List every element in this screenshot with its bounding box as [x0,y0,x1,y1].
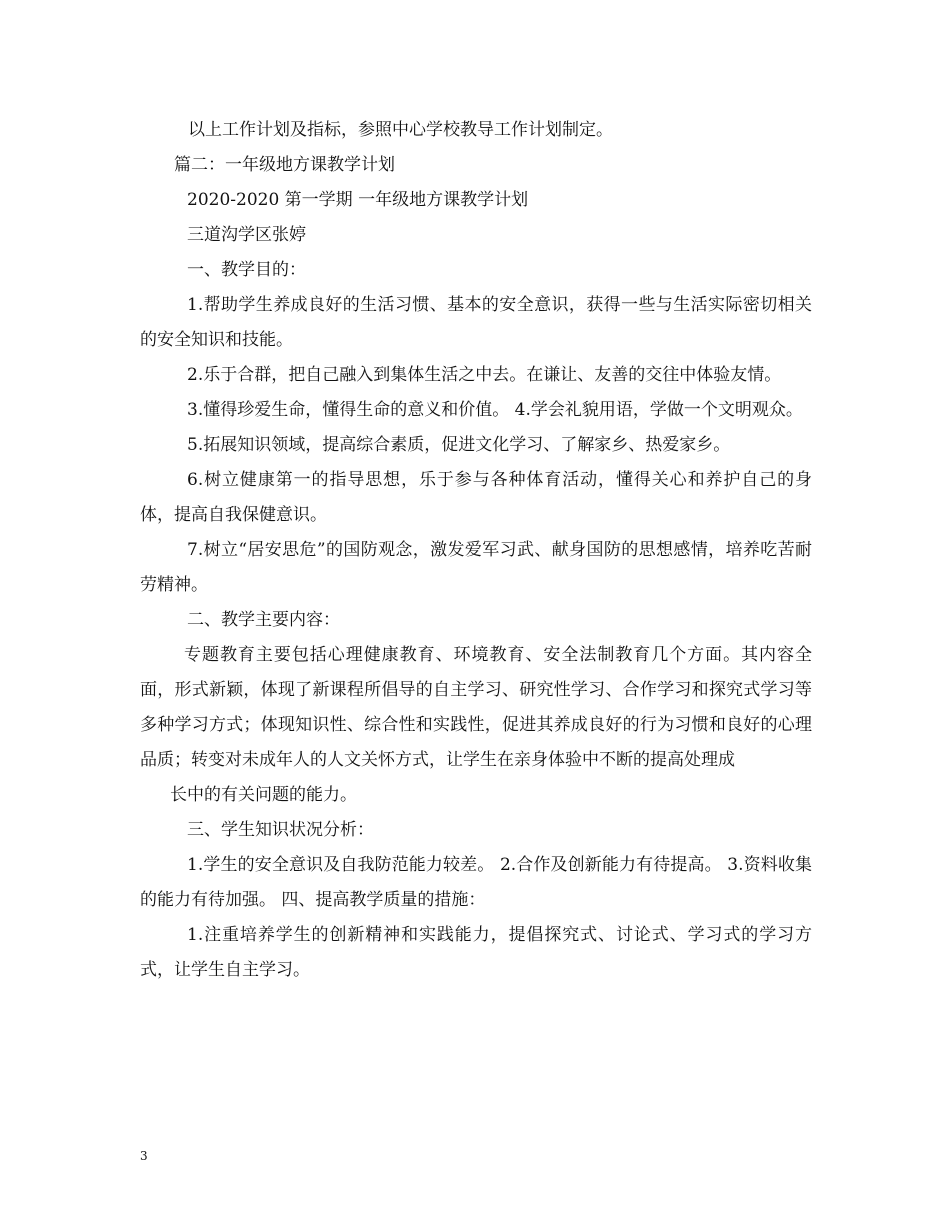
paragraph-main-content-continued: 长中的有关问题的能力。 [170,785,357,805]
goal-item-6: 6.树立健康第一的指导思想，乐于参与各种体育活动，懂得关心和养护自己的身体，提高自我保健意识。 [140,470,812,525]
paragraph-student-analysis: 1.学生的安全意识及自我防范能力较差。 2.合作及创新能力有待提高。 3.资料收集的能力有待加强。 四、提高教学质量的措施： [140,855,812,910]
heading-student-analysis: 三、学生知识状况分析： [187,820,374,840]
paragraph-closing-note: 以上工作计划及指标，参照中心学校教导工作计划制定。 [188,120,613,140]
goal-item-5: 5.拓展知识领域，提高综合素质，促进文化学习、了解家乡、热爱家乡。 [187,435,731,455]
measure-item-1: 1.注重培养学生的创新精神和实践能力，提倡探究式、讨论式、学习式的学习方式，让学生自主学习。 [140,925,812,980]
paragraph-main-content: 专题教育主要包括心理健康教育、环境教育、安全法制教育几个方面。其内容全面，形式新颖，体现了新课程所倡导的自主学习、研究性学习、合作学习和探究式学习等多种学习方式；体现知识性、综合性和实践性，促进其养成良好的行为习惯和良好的心理品质；转变对未成年人的人文关怀方式，让学生在亲身体验中不断的提高处理成 [140,645,812,770]
author-line: 三道沟学区张婷 [187,225,306,245]
plan-title: 2020-2020 第一学期 一年级地方课教学计划 [187,190,529,210]
heading-teaching-goals: 一、教学目的： [187,260,306,280]
document-body [140,113,812,988]
goal-item-2: 2.乐于合群，把自己融入到集体生活之中去。在谦让、友善的交往中体验友情。 [187,365,782,385]
heading-main-content: 二、教学主要内容： [187,610,340,630]
goal-item-7: 7.树立“居安思危”的国防观念，激发爱军习武、献身国防的思想感情，培养吃苦耐劳精神。 [140,540,812,595]
page-number: 3 [140,1149,148,1163]
goal-item-1: 1.帮助学生养成良好的生活习惯、基本的安全意识，获得一些与生活实际密切相关的安全知识和技能。 [140,295,812,350]
section-heading-part-two: 篇二：一年级地方课教学计划 [174,155,395,175]
goal-item-3-4: 3.懂得珍爱生命，懂得生命的意义和价值。 4.学会礼貌用语，学做一个文明观众。 [187,400,803,420]
